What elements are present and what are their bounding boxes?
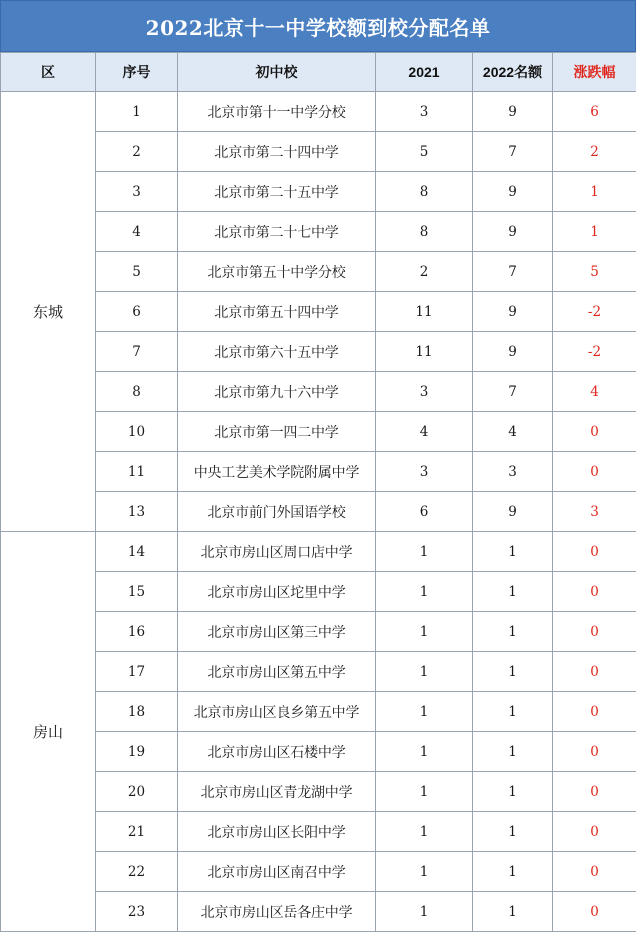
- quota-2021-cell: 6: [376, 492, 473, 532]
- quota-2022-cell: 1: [473, 772, 553, 812]
- change-cell: -2: [553, 332, 636, 372]
- quota-2021-cell: 1: [376, 892, 473, 932]
- quota-2022-cell: 9: [473, 492, 553, 532]
- quota-2021-cell: 3: [376, 92, 473, 132]
- change-cell: 4: [553, 372, 636, 412]
- seq-cell: 7: [96, 332, 178, 372]
- header-row: [1, 53, 636, 92]
- school-cell: 北京市第二十七中学: [178, 212, 376, 252]
- seq-cell: 21: [96, 812, 178, 852]
- quota-2021-cell: 8: [376, 172, 473, 212]
- school-cell: 北京市第九十六中学: [178, 372, 376, 412]
- change-cell: 0: [553, 732, 636, 772]
- quota-2021-cell: 4: [376, 412, 473, 452]
- school-cell: 中央工艺美术学院附属中学: [178, 452, 376, 492]
- table-row: [1, 772, 636, 812]
- school-cell: 北京市第二十五中学: [178, 172, 376, 212]
- school-cell: 北京市房山区南召中学: [178, 852, 376, 892]
- quota-2021-cell: 3: [376, 452, 473, 492]
- quota-2022-cell: 1: [473, 812, 553, 852]
- school-cell: 北京市房山区第三中学: [178, 612, 376, 652]
- seq-cell: 11: [96, 452, 178, 492]
- table-row: [1, 572, 636, 612]
- quota-2021-cell: 11: [376, 292, 473, 332]
- table-row: [1, 532, 636, 572]
- table-row: [1, 852, 636, 892]
- sheet-title: 2022北京十一中学校额到校分配名单: [0, 0, 636, 52]
- quota-2022-cell: 1: [473, 612, 553, 652]
- seq-cell: 3: [96, 172, 178, 212]
- change-cell: 0: [553, 812, 636, 852]
- table-row: [1, 892, 636, 932]
- change-cell: 0: [553, 892, 636, 932]
- table-row: [1, 652, 636, 692]
- change-cell: 0: [553, 452, 636, 492]
- quota-2022-cell: 1: [473, 652, 553, 692]
- table-row: [1, 372, 636, 412]
- seq-cell: 18: [96, 692, 178, 732]
- quota-2022-cell: 7: [473, 132, 553, 172]
- seq-cell: 6: [96, 292, 178, 332]
- quota-2021-cell: 11: [376, 332, 473, 372]
- table-row: [1, 172, 636, 212]
- column-header-seq: 序号: [96, 53, 178, 92]
- quota-2022-cell: 9: [473, 212, 553, 252]
- table-body: [1, 92, 636, 932]
- seq-cell: 23: [96, 892, 178, 932]
- quota-2021-cell: 8: [376, 212, 473, 252]
- column-header-2021: 2021: [376, 53, 473, 92]
- table-row: [1, 292, 636, 332]
- column-header-change: 涨跌幅: [553, 53, 636, 92]
- quota-2021-cell: 1: [376, 852, 473, 892]
- seq-cell: 10: [96, 412, 178, 452]
- quota-2022-cell: 1: [473, 892, 553, 932]
- district-cell: 东城: [1, 92, 96, 532]
- school-cell: 北京市第十一中学分校: [178, 92, 376, 132]
- quota-2021-cell: 1: [376, 532, 473, 572]
- column-header-2022-quota: 2022名额: [473, 53, 553, 92]
- school-cell: 北京市第二十四中学: [178, 132, 376, 172]
- column-header-school: 初中校: [178, 53, 376, 92]
- change-cell: 0: [553, 652, 636, 692]
- seq-cell: 15: [96, 572, 178, 612]
- school-cell: 北京市房山区良乡第五中学: [178, 692, 376, 732]
- table-row: [1, 132, 636, 172]
- quota-2021-cell: 1: [376, 732, 473, 772]
- table-row: [1, 492, 636, 532]
- change-cell: 0: [553, 852, 636, 892]
- quota-2022-cell: 4: [473, 412, 553, 452]
- school-cell: 北京市第五十中学分校: [178, 252, 376, 292]
- quota-2021-cell: 1: [376, 612, 473, 652]
- change-cell: 0: [553, 412, 636, 452]
- change-cell: -2: [553, 292, 636, 332]
- table-row: [1, 332, 636, 372]
- change-cell: 0: [553, 612, 636, 652]
- school-cell: 北京市房山区长阳中学: [178, 812, 376, 852]
- change-cell: 1: [553, 212, 636, 252]
- quota-2022-cell: 1: [473, 732, 553, 772]
- school-cell: 北京市房山区石楼中学: [178, 732, 376, 772]
- quota-2022-cell: 7: [473, 372, 553, 412]
- change-cell: 5: [553, 252, 636, 292]
- table-row: [1, 212, 636, 252]
- quota-2022-cell: 3: [473, 452, 553, 492]
- school-cell: 北京市第一四二中学: [178, 412, 376, 452]
- quota-2022-cell: 1: [473, 852, 553, 892]
- quota-2022-cell: 1: [473, 572, 553, 612]
- seq-cell: 8: [96, 372, 178, 412]
- table-row: [1, 692, 636, 732]
- column-header-district: 区: [1, 53, 96, 92]
- school-cell: 北京市房山区岳各庄中学: [178, 892, 376, 932]
- quota-2021-cell: 1: [376, 652, 473, 692]
- quota-2022-cell: 9: [473, 172, 553, 212]
- quota-2021-cell: 2: [376, 252, 473, 292]
- seq-cell: 4: [96, 212, 178, 252]
- school-cell: 北京市第五十四中学: [178, 292, 376, 332]
- seq-cell: 5: [96, 252, 178, 292]
- quota-2022-cell: 1: [473, 692, 553, 732]
- table-row: [1, 732, 636, 772]
- change-cell: 6: [553, 92, 636, 132]
- change-cell: 0: [553, 772, 636, 812]
- quota-2021-cell: 1: [376, 812, 473, 852]
- table-row: [1, 812, 636, 852]
- table-row: [1, 412, 636, 452]
- quota-2022-cell: 9: [473, 332, 553, 372]
- school-cell: 北京市房山区第五中学: [178, 652, 376, 692]
- seq-cell: 19: [96, 732, 178, 772]
- table-row: [1, 252, 636, 292]
- change-cell: 2: [553, 132, 636, 172]
- seq-cell: 14: [96, 532, 178, 572]
- seq-cell: 17: [96, 652, 178, 692]
- quota-2021-cell: 1: [376, 692, 473, 732]
- quota-2022-cell: 7: [473, 252, 553, 292]
- school-cell: 北京市房山区周口店中学: [178, 532, 376, 572]
- seq-cell: 1: [96, 92, 178, 132]
- change-cell: 0: [553, 532, 636, 572]
- seq-cell: 22: [96, 852, 178, 892]
- quota-2021-cell: 5: [376, 132, 473, 172]
- change-cell: 3: [553, 492, 636, 532]
- quota-2022-cell: 9: [473, 292, 553, 332]
- seq-cell: 13: [96, 492, 178, 532]
- seq-cell: 16: [96, 612, 178, 652]
- school-cell: 北京市房山区青龙湖中学: [178, 772, 376, 812]
- quota-table: [0, 52, 636, 932]
- table-row: [1, 92, 636, 132]
- seq-cell: 20: [96, 772, 178, 812]
- table-row: [1, 452, 636, 492]
- change-cell: 1: [553, 172, 636, 212]
- school-cell: 北京市第六十五中学: [178, 332, 376, 372]
- quota-2021-cell: 3: [376, 372, 473, 412]
- table-row: [1, 612, 636, 652]
- district-cell: 房山: [1, 532, 96, 932]
- change-cell: 0: [553, 692, 636, 732]
- quota-2021-cell: 1: [376, 572, 473, 612]
- seq-cell: 2: [96, 132, 178, 172]
- change-cell: 0: [553, 572, 636, 612]
- quota-2022-cell: 9: [473, 92, 553, 132]
- school-cell: 北京市房山区坨里中学: [178, 572, 376, 612]
- school-cell: 北京市前门外国语学校: [178, 492, 376, 532]
- quota-2021-cell: 1: [376, 772, 473, 812]
- quota-2022-cell: 1: [473, 532, 553, 572]
